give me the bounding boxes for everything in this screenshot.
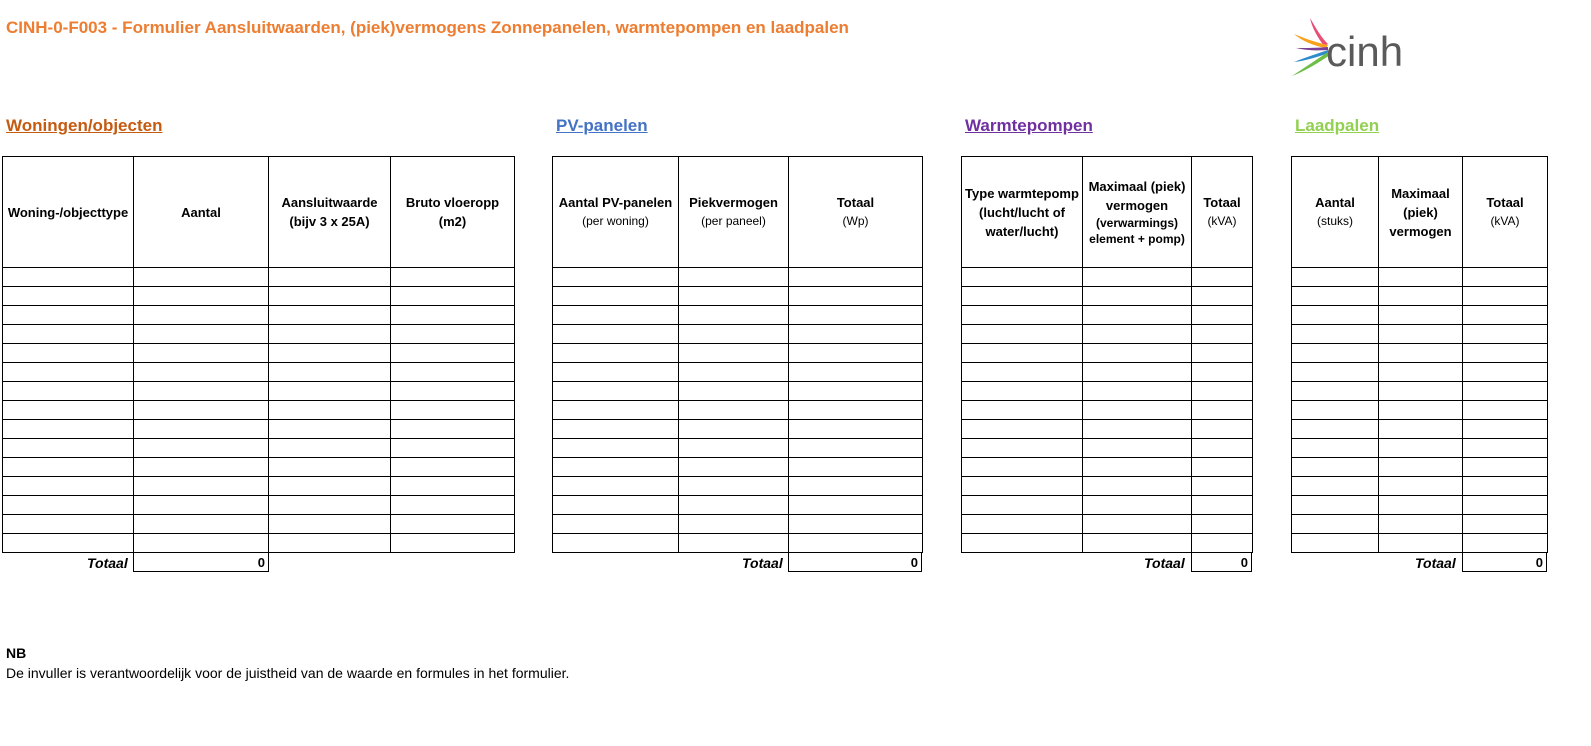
table-row (553, 344, 923, 363)
table-row (553, 382, 923, 401)
input-cell[interactable] (1192, 325, 1253, 344)
input-cell[interactable] (1463, 515, 1548, 534)
table-row (3, 363, 515, 382)
input-cell[interactable] (3, 363, 134, 382)
input-cell[interactable] (789, 344, 923, 363)
input-cell[interactable] (679, 382, 789, 401)
section-title-pv: PV-panelen (556, 116, 648, 135)
total-label: Totaal (742, 555, 783, 571)
table-row (1292, 344, 1548, 363)
input-cell[interactable] (1379, 458, 1463, 477)
input-cell[interactable] (789, 363, 923, 382)
table-row (553, 363, 923, 382)
input-cell[interactable] (134, 344, 269, 363)
pv-table (552, 156, 923, 553)
table-row (962, 439, 1253, 458)
table-row (962, 306, 1253, 325)
input-cell[interactable] (1083, 325, 1192, 344)
total-value: 0 (1191, 553, 1252, 572)
input-cell[interactable] (679, 458, 789, 477)
input-cell[interactable] (1292, 515, 1379, 534)
input-cell[interactable] (1192, 382, 1253, 401)
input-cell[interactable] (1379, 287, 1463, 306)
input-cell[interactable] (391, 268, 515, 287)
input-cell[interactable] (134, 363, 269, 382)
input-cell[interactable] (1083, 515, 1192, 534)
laadpalen-block (1291, 156, 1547, 574)
input-cell[interactable] (391, 496, 515, 515)
laadpalen-table (1291, 156, 1548, 553)
input-cell[interactable] (1292, 458, 1379, 477)
input-cell[interactable] (553, 268, 679, 287)
input-cell[interactable] (1083, 477, 1192, 496)
input-cell[interactable] (1083, 496, 1192, 515)
input-cell[interactable] (134, 306, 269, 325)
input-cell[interactable] (1292, 401, 1379, 420)
input-cell[interactable] (679, 325, 789, 344)
table-row (1292, 306, 1548, 325)
input-cell[interactable] (1083, 363, 1192, 382)
input-cell[interactable] (1083, 382, 1192, 401)
input-cell[interactable] (269, 287, 391, 306)
table-row (962, 287, 1253, 306)
input-cell[interactable] (962, 477, 1083, 496)
input-cell[interactable] (679, 420, 789, 439)
input-cell[interactable] (789, 534, 923, 553)
table-row (553, 420, 923, 439)
input-cell[interactable] (1379, 268, 1463, 287)
input-cell[interactable] (269, 382, 391, 401)
input-cell[interactable] (269, 477, 391, 496)
input-cell[interactable] (962, 382, 1083, 401)
input-cell[interactable] (789, 268, 923, 287)
input-cell[interactable] (553, 325, 679, 344)
input-cell[interactable] (269, 401, 391, 420)
input-cell[interactable] (134, 458, 269, 477)
input-cell[interactable] (962, 306, 1083, 325)
input-cell[interactable] (391, 477, 515, 496)
input-cell[interactable] (134, 401, 269, 420)
input-cell[interactable] (391, 363, 515, 382)
total-label: Totaal (87, 555, 128, 571)
table-row (962, 458, 1253, 477)
input-cell[interactable] (3, 401, 134, 420)
input-cell[interactable] (679, 306, 789, 325)
input-cell[interactable] (1463, 401, 1548, 420)
input-cell[interactable] (3, 268, 134, 287)
input-cell[interactable] (553, 496, 679, 515)
input-cell[interactable] (553, 477, 679, 496)
input-cell[interactable] (1192, 477, 1253, 496)
input-cell[interactable] (1379, 344, 1463, 363)
input-cell[interactable] (1292, 477, 1379, 496)
total-value: 0 (133, 553, 269, 572)
table-row (1292, 363, 1548, 382)
input-cell[interactable] (269, 344, 391, 363)
input-cell[interactable] (1379, 401, 1463, 420)
input-cell[interactable] (789, 306, 923, 325)
table-row (553, 287, 923, 306)
table-row (962, 325, 1253, 344)
input-cell[interactable] (134, 420, 269, 439)
input-cell[interactable] (962, 344, 1083, 363)
input-cell[interactable] (134, 496, 269, 515)
input-cell[interactable] (1463, 287, 1548, 306)
table-row (1292, 401, 1548, 420)
input-cell[interactable] (1463, 439, 1548, 458)
input-cell[interactable] (269, 363, 391, 382)
input-cell[interactable] (553, 439, 679, 458)
input-cell[interactable] (962, 401, 1083, 420)
table-row (553, 439, 923, 458)
input-cell[interactable] (3, 534, 134, 553)
input-cell[interactable] (391, 287, 515, 306)
input-cell[interactable] (3, 439, 134, 458)
input-cell[interactable] (391, 515, 515, 534)
input-cell[interactable] (1083, 439, 1192, 458)
document-title: CINH-0-F003 - Formulier Aansluitwaarden, (piek)vermogens Zonnepanelen, warmtepompen en laadpalen (6, 18, 849, 37)
input-cell[interactable] (962, 287, 1083, 306)
input-cell[interactable] (679, 496, 789, 515)
table-row (3, 477, 515, 496)
input-cell[interactable] (3, 458, 134, 477)
table-row (1292, 534, 1548, 553)
col-header-aantal-pv: Aantal PV-panelen (per woning) (553, 157, 679, 268)
table-row (3, 458, 515, 477)
input-cell[interactable] (269, 420, 391, 439)
input-cell[interactable] (1192, 515, 1253, 534)
total-value: 0 (1462, 553, 1547, 572)
input-cell[interactable] (1379, 306, 1463, 325)
col-header-objecttype: Woning-/objecttype (3, 157, 134, 268)
table-row (1292, 477, 1548, 496)
input-cell[interactable] (3, 325, 134, 344)
input-cell[interactable] (962, 458, 1083, 477)
input-cell[interactable] (962, 420, 1083, 439)
input-cell[interactable] (3, 382, 134, 401)
input-cell[interactable] (1463, 344, 1548, 363)
input-cell[interactable] (134, 325, 269, 344)
input-cell[interactable] (269, 325, 391, 344)
warmtepompen-table (961, 156, 1253, 553)
input-cell[interactable] (553, 344, 679, 363)
total-value: 0 (788, 553, 922, 572)
logo-swoosh-icon (1292, 18, 1330, 76)
table-row (1292, 382, 1548, 401)
col-header-totaal-kva: Totaal (kVA) (1192, 157, 1253, 268)
input-cell[interactable] (391, 439, 515, 458)
input-cell[interactable] (1083, 534, 1192, 553)
input-cell[interactable] (391, 458, 515, 477)
table-row (1292, 420, 1548, 439)
table-row (1292, 325, 1548, 344)
table-row (1292, 496, 1548, 515)
input-cell[interactable] (679, 363, 789, 382)
input-cell[interactable] (1083, 306, 1192, 325)
input-cell[interactable] (269, 268, 391, 287)
input-cell[interactable] (962, 363, 1083, 382)
table-row (962, 363, 1253, 382)
warmtepompen-total-row (961, 553, 1252, 574)
table-row (962, 515, 1253, 534)
warmtepompen-block (961, 156, 1252, 574)
col-header-aantal-stuks: Aantal (stuks) (1292, 157, 1379, 268)
input-cell[interactable] (1192, 306, 1253, 325)
input-cell[interactable] (1292, 496, 1379, 515)
table-row (962, 534, 1253, 553)
input-cell[interactable] (1192, 496, 1253, 515)
table-row (3, 496, 515, 515)
input-cell[interactable] (269, 534, 391, 553)
input-cell[interactable] (789, 420, 923, 439)
input-cell[interactable] (1192, 287, 1253, 306)
nb-title: NB (6, 645, 27, 661)
input-cell[interactable] (1292, 268, 1379, 287)
input-cell[interactable] (391, 325, 515, 344)
input-cell[interactable] (789, 439, 923, 458)
input-cell[interactable] (553, 363, 679, 382)
input-cell[interactable] (3, 515, 134, 534)
cinh-logo (1288, 14, 1418, 84)
input-cell[interactable] (789, 287, 923, 306)
input-cell[interactable] (1083, 458, 1192, 477)
input-cell[interactable] (391, 306, 515, 325)
table-row (553, 496, 923, 515)
input-cell[interactable] (3, 306, 134, 325)
input-cell[interactable] (1463, 382, 1548, 401)
input-cell[interactable] (1292, 363, 1379, 382)
input-cell[interactable] (1379, 382, 1463, 401)
input-cell[interactable] (679, 515, 789, 534)
table-row (962, 477, 1253, 496)
input-cell[interactable] (1379, 420, 1463, 439)
table-row (3, 287, 515, 306)
input-cell[interactable] (1192, 420, 1253, 439)
col-header-vloeropp: Bruto vloeropp (m2) (391, 157, 515, 268)
input-cell[interactable] (679, 439, 789, 458)
input-cell[interactable] (1463, 268, 1548, 287)
input-cell[interactable] (789, 496, 923, 515)
table-row (3, 515, 515, 534)
input-cell[interactable] (1463, 458, 1548, 477)
col-header-totaal-wp: Totaal (Wp) (789, 157, 923, 268)
total-label: Totaal (1415, 555, 1456, 571)
input-cell[interactable] (789, 382, 923, 401)
input-cell[interactable] (553, 306, 679, 325)
input-cell[interactable] (134, 534, 269, 553)
input-cell[interactable] (391, 420, 515, 439)
input-cell[interactable] (553, 515, 679, 534)
input-cell[interactable] (1379, 477, 1463, 496)
input-cell[interactable] (789, 515, 923, 534)
input-cell[interactable] (553, 458, 679, 477)
input-cell[interactable] (1463, 496, 1548, 515)
woningen-block (2, 156, 514, 574)
input-cell[interactable] (391, 401, 515, 420)
table-row (962, 401, 1253, 420)
input-cell[interactable] (1292, 439, 1379, 458)
input-cell[interactable] (789, 401, 923, 420)
input-cell[interactable] (1292, 287, 1379, 306)
table-row (962, 268, 1253, 287)
input-cell[interactable] (962, 496, 1083, 515)
input-cell[interactable] (1463, 477, 1548, 496)
input-cell[interactable] (789, 458, 923, 477)
input-cell[interactable] (962, 268, 1083, 287)
total-label: Totaal (1144, 555, 1185, 571)
input-cell[interactable] (962, 439, 1083, 458)
table-row (1292, 268, 1548, 287)
input-cell[interactable] (134, 268, 269, 287)
input-cell[interactable] (1192, 363, 1253, 382)
table-row (962, 420, 1253, 439)
input-cell[interactable] (269, 458, 391, 477)
input-cell[interactable] (3, 496, 134, 515)
table-row (3, 382, 515, 401)
input-cell[interactable] (1463, 363, 1548, 382)
table-row (553, 534, 923, 553)
table-row (3, 439, 515, 458)
woningen-table (2, 156, 515, 553)
input-cell[interactable] (1379, 325, 1463, 344)
table-row (3, 401, 515, 420)
input-cell[interactable] (3, 344, 134, 363)
input-cell[interactable] (269, 496, 391, 515)
section-title-woningen: Woningen/objecten (6, 116, 163, 135)
input-cell[interactable] (1292, 420, 1379, 439)
input-cell[interactable] (1192, 458, 1253, 477)
input-cell[interactable] (1292, 325, 1379, 344)
input-cell[interactable] (679, 534, 789, 553)
input-cell[interactable] (1292, 344, 1379, 363)
input-cell[interactable] (1292, 382, 1379, 401)
input-cell[interactable] (391, 344, 515, 363)
input-cell[interactable] (134, 515, 269, 534)
table-row (962, 344, 1253, 363)
input-cell[interactable] (1192, 401, 1253, 420)
col-header-maximaal-piek: Maximaal (piek) vermogen (1379, 157, 1463, 268)
input-cell[interactable] (1463, 534, 1548, 553)
input-cell[interactable] (962, 325, 1083, 344)
input-cell[interactable] (1192, 268, 1253, 287)
input-cell[interactable] (1083, 401, 1192, 420)
table-row (1292, 515, 1548, 534)
input-cell[interactable] (1292, 306, 1379, 325)
input-cell[interactable] (1463, 306, 1548, 325)
input-cell[interactable] (269, 306, 391, 325)
input-cell[interactable] (134, 287, 269, 306)
input-cell[interactable] (1083, 287, 1192, 306)
col-header-totaal-kva: Totaal (kVA) (1463, 157, 1548, 268)
pv-total-row (552, 553, 922, 574)
input-cell[interactable] (553, 401, 679, 420)
input-cell[interactable] (1292, 534, 1379, 553)
input-cell[interactable] (1463, 325, 1548, 344)
pv-block (552, 156, 922, 574)
table-row (3, 325, 515, 344)
section-title-warmtepompen: Warmtepompen (965, 116, 1093, 135)
input-cell[interactable] (1083, 344, 1192, 363)
table-row (553, 325, 923, 344)
table-row (553, 401, 923, 420)
table-row (553, 306, 923, 325)
woningen-total-row (2, 553, 514, 574)
input-cell[interactable] (789, 477, 923, 496)
input-cell[interactable] (679, 268, 789, 287)
col-header-aantal: Aantal (134, 157, 269, 268)
input-cell[interactable] (553, 287, 679, 306)
table-row (1292, 287, 1548, 306)
laadpalen-total-row (1291, 553, 1547, 574)
input-cell[interactable] (1192, 534, 1253, 553)
section-title-laadpalen: Laadpalen (1295, 116, 1380, 135)
input-cell[interactable] (1083, 420, 1192, 439)
input-cell[interactable] (1463, 420, 1548, 439)
input-cell[interactable] (1379, 534, 1463, 553)
col-header-maximaal-vermogen: Maximaal (piek) vermogen (verwarmings) element + pomp) (1083, 157, 1192, 268)
col-header-type-warmtepomp: Type warmtepomp (lucht/lucht of water/lucht) (962, 157, 1083, 268)
input-cell[interactable] (1379, 363, 1463, 382)
input-cell[interactable] (553, 420, 679, 439)
col-header-piekvermogen: Piekvermogen (per paneel) (679, 157, 789, 268)
svg-text:cinh: cinh (1326, 28, 1404, 75)
table-row (553, 477, 923, 496)
table-row (3, 268, 515, 287)
input-cell[interactable] (3, 420, 134, 439)
table-row (3, 344, 515, 363)
nb-text: De invuller is verantwoordelijk voor de juistheid van de waarde en formules in het formulier. (6, 665, 570, 681)
input-cell[interactable] (391, 534, 515, 553)
input-cell[interactable] (134, 439, 269, 458)
table-row (1292, 439, 1548, 458)
input-cell[interactable] (679, 344, 789, 363)
input-cell[interactable] (1379, 496, 1463, 515)
table-row (962, 496, 1253, 515)
table-row (553, 268, 923, 287)
input-cell[interactable] (679, 287, 789, 306)
table-row (3, 306, 515, 325)
input-cell[interactable] (553, 382, 679, 401)
input-cell[interactable] (134, 382, 269, 401)
input-cell[interactable] (3, 287, 134, 306)
table-row (553, 458, 923, 477)
input-cell[interactable] (269, 439, 391, 458)
col-header-aansluitwaarde: Aansluitwaarde (bijv 3 x 25A) (269, 157, 391, 268)
input-cell[interactable] (789, 325, 923, 344)
input-cell[interactable] (269, 515, 391, 534)
input-cell[interactable] (1083, 268, 1192, 287)
input-cell[interactable] (1379, 515, 1463, 534)
input-cell[interactable] (679, 477, 789, 496)
input-cell[interactable] (553, 534, 679, 553)
input-cell[interactable] (391, 382, 515, 401)
table-row (3, 420, 515, 439)
input-cell[interactable] (962, 515, 1083, 534)
input-cell[interactable] (134, 477, 269, 496)
table-row (553, 515, 923, 534)
input-cell[interactable] (1192, 344, 1253, 363)
table-row (962, 382, 1253, 401)
table-row (3, 534, 515, 553)
input-cell[interactable] (679, 401, 789, 420)
table-row (1292, 458, 1548, 477)
input-cell[interactable] (962, 534, 1083, 553)
input-cell[interactable] (3, 477, 134, 496)
input-cell[interactable] (1379, 439, 1463, 458)
input-cell[interactable] (1192, 439, 1253, 458)
